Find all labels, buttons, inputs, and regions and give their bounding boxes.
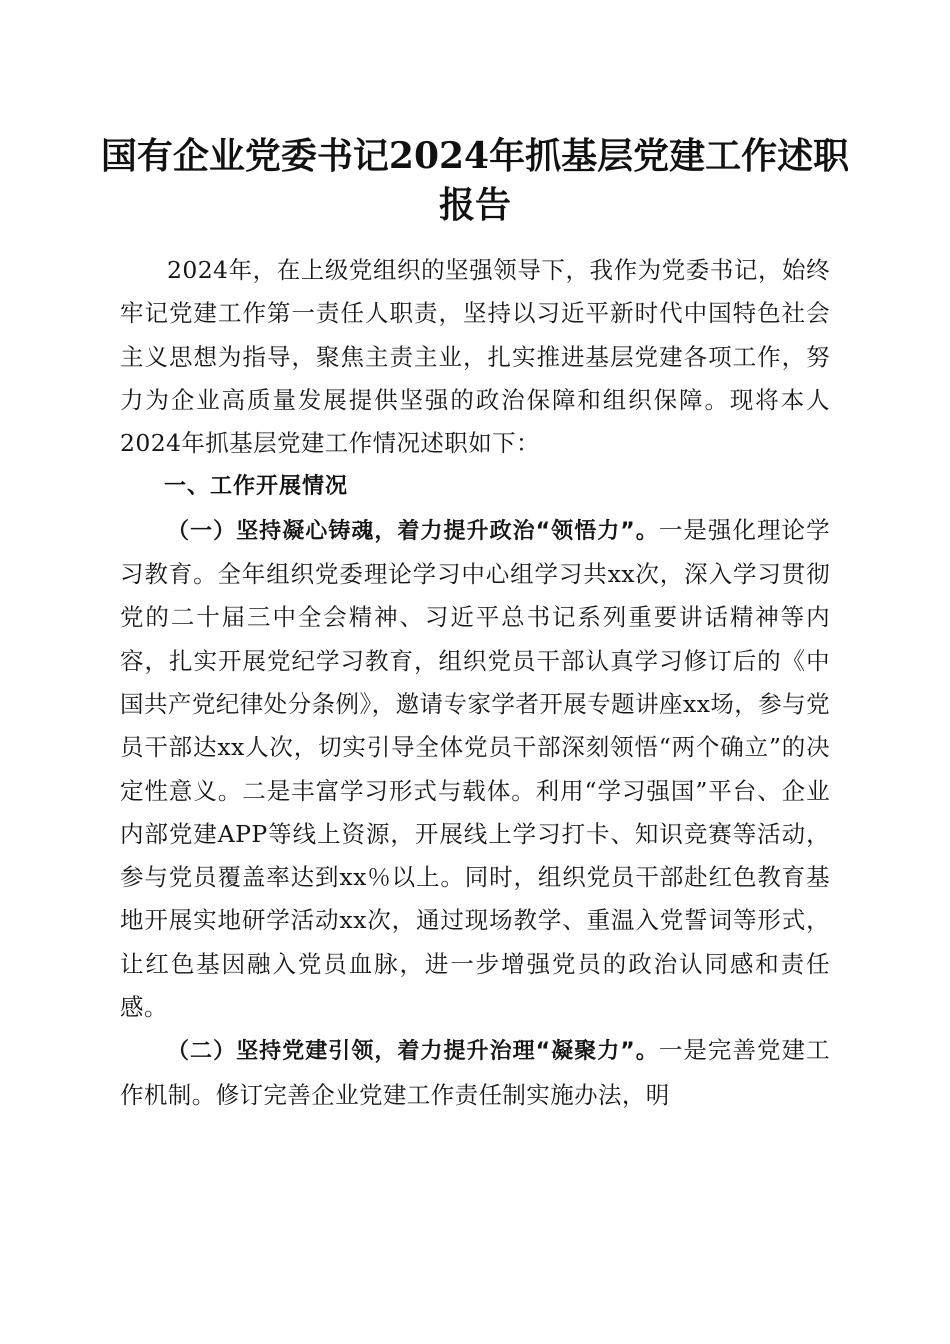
intro-paragraph: 2024年，在上级党组织的坚强领导下，我作为党委书记，始终牢记党建工作第一责任人职责，坚持以习近平新时代中国特色社会主义思想为指导，聚焦主责主业，扎实推进基层党建各项工作，努力为企业高质量发展提供坚强的政治保障和组织保障。现将本人2024年抓基层党建工作情况述职如下：	[120, 256, 830, 458]
subsection-1-lead: （一）坚持凝心铸魂，着力提升政治“领悟力”。	[167, 518, 659, 544]
subsection-2-paragraph	[120, 1029, 830, 1117]
document-body	[120, 249, 830, 1117]
subsection-1-paragraph	[120, 509, 830, 1030]
subsection-1-body: 一是强化理论学习教育。全年组织党委理论学习中心组学习共xx次，深入学习贯彻党的二十届三中全会精神、习近平总书记系列重要讲话精神等内容，扎实开展党纪学习教育，组织党员干部认真学习修订后的《中国共产党纪律处分条例》，邀请专家学者开展专题讲座xx场，参与党员干部达xx人次，切实引导全体党员干部深刻领悟“两个确立”的决定性意义。二是丰富学习形式与载体。利用“学习强国”平台、企业内部党建APP等线上资源，开展线上学习打卡、知识竞赛等活动，参与党员覆盖率达到xx％以上。同时，组织党员干部赴红色教育基地开展实地研学活动xx次，通过现场教学、重温入党誓词等形式，让红色基因融入党员血脉，进一步增强党员的政治认同感和责任感。	[120, 515, 830, 1022]
document-title: 国有企业党委书记2024年抓基层党建工作述职报告	[100, 135, 850, 226]
subsection-2-lead: （二）坚持党建引领，着力提升治理“凝聚力”。	[167, 1039, 659, 1065]
subsection-2-body: 一是完善党建工作机制。修订完善企业党建工作责任制实施办法，明	[120, 1036, 830, 1109]
section-heading-work-progress: 一、工作开展情况	[164, 474, 349, 500]
